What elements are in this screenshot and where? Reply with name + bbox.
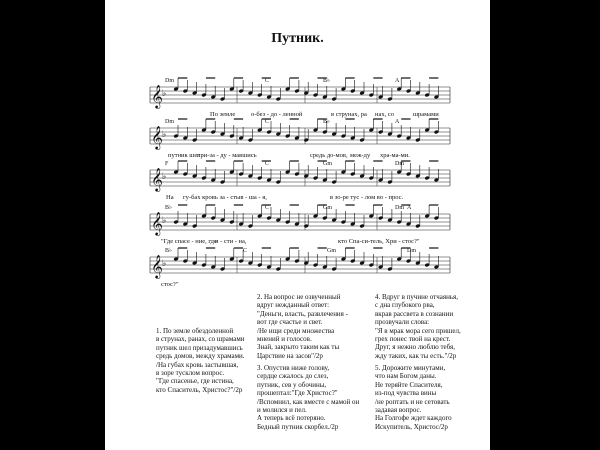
treble-clef-icon: 𝄞 [151,211,163,235]
lyric-line: о-без - до - ленной [251,111,303,118]
chord-symbol: Gm [323,205,332,211]
lyric-line: в струнах, ра [331,111,367,118]
chord-symbol: B♭ [165,205,172,211]
sheet-music-page [105,0,490,450]
chord-symbol: Dm [165,119,174,125]
key-flat-icon: ♭ [162,216,167,226]
treble-clef-icon: 𝄞 [151,125,163,149]
verse-3: 3. Опустив ниже голову, сердце сжалось до слез, путник, сев у обочины, прошептал:"Где Христос?" /Вспомнил, как вместе с мамой он и молился и пел. А теперь всё потеряно. Бедный путник скорбел./2р [257,364,360,431]
verse-1: 1. По земле обездоленной в струнах, ранах, со шрамами путник шел призадумавшись средь домов, между храмами. /На губах кровь застывшая, в зоре тусклом вопрос. "Где спасенье, где истина, кто Спаситель, Христос?"/2р [156,327,245,394]
chord-symbol: Gm [327,248,336,254]
chord-symbol: Gm [323,161,332,167]
chord-symbol: C [265,161,270,167]
lyric-line: средь до-мов, [310,152,348,159]
chord-symbol: B♭ [323,78,330,84]
lyric-line: кто Спа-си-тель, Хри - стос?" [338,238,420,245]
verse-4: 4. Вдруг в пучине отчаянья, с дна глубокого рва, вкрав рассвета в сознании прозвучали слова: "Я в мрак мора сего пришел, грех понес твой на крест. Друг, я нежно люблю тебя, жду таких, как ты есть."/2р [375,293,461,360]
chord-symbol: Dm [395,205,404,211]
key-flat-icon: ♭ [162,130,167,140]
lyric-line: и - сти - на, [215,238,247,245]
chord-symbol: C [265,205,270,211]
chord-symbol: C [243,248,248,254]
lyric-line: По земле [210,111,236,118]
treble-clef-icon: 𝄞 [151,254,163,278]
chord-symbol: B♭ [165,248,172,254]
chord-symbol: B♭ [323,119,330,125]
lyric-line: "Где спасе - ние, где [161,238,217,245]
chord-symbol: Dm [165,78,174,84]
chord-symbol: A [407,205,412,211]
key-flat-icon: ♭ [162,259,167,269]
song-title: Путник. [271,31,324,46]
chord-symbol: C [265,78,270,84]
lyric-line: меж-ду [350,152,371,159]
chord-symbol: Dm [407,248,416,254]
key-flat-icon: ♭ [162,172,167,182]
verse-2: 2. На вопрос не озвученный вдруг нежданный ответ: "Деньги, власть, развлечения - вот где счастье и свет. /Не ищи среди множества мнений и голосов. Знай, закрыто таким как ты Царствие на засов"/2р [257,293,348,360]
lyric-line: гу-бах кровь за - стыв - ша - я, [183,194,267,201]
verse-5: 5. Дорожите минутами, что нам Богом даны. Не теряйте Спасителя, из-под чувства вины /не роптать и не сетовать задавая вопрос. На Голгофе ждет каждого Искупитель, Христос/2р [375,364,452,431]
chord-symbol: A [395,78,400,84]
chord-symbol: C [265,119,270,125]
lyric-line: в зо-ре тус - лом во - прос. [330,194,404,201]
lyric-line: путник шел [168,152,201,159]
chord-symbol: A [395,119,400,125]
key-flat-icon: ♭ [162,89,167,99]
lyric-line: хра-ма-ми. [380,152,410,159]
lyric-line: шрамами [413,111,439,118]
lyric-line: нах, со [375,111,394,118]
chord-symbol: F [165,161,169,167]
lyric-line: На [166,194,174,201]
lyric-line: стос?" [161,281,179,288]
chord-symbol: Dm [395,161,404,167]
lyric-line: при-за - ду - мавшись [197,152,257,159]
treble-clef-icon: 𝄞 [151,84,163,108]
treble-clef-icon: 𝄞 [151,167,163,191]
